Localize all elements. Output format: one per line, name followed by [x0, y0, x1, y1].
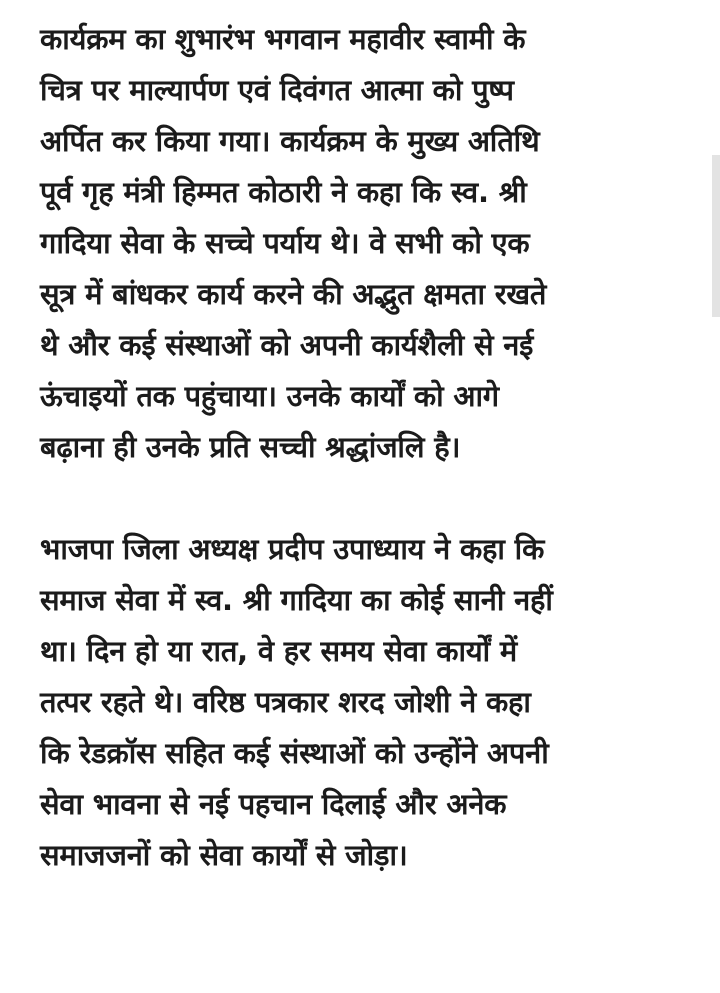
paragraph-spacer — [40, 473, 680, 524]
article-body — [40, 14, 680, 881]
text-line: था। दिन हो या रात, वे हर समय सेवा कार्यों में — [40, 634, 518, 668]
text-line: बढ़ाना ही उनके प्रति सच्ची श्रद्धांजलि है। — [40, 430, 461, 464]
paragraph-1 — [40, 14, 680, 473]
text-line: समाज सेवा में स्व. श्री गादिया का कोई सानी नहीं — [40, 583, 553, 617]
text-line: चित्र पर माल्यार्पण एवं दिवंगत आत्मा को पुष्प — [40, 73, 514, 107]
text-line: थे और कई संस्थाओं को अपनी कार्यशैली से नई — [40, 328, 534, 362]
text-line: तत्पर रहते थे। वरिष्ठ पत्रकार शरद जोशी ने कहा — [40, 685, 531, 719]
scrollbar-thumb[interactable] — [712, 155, 720, 317]
text-line: कि रेडक्रॉस सहित कई संस्थाओं को उन्होंने अपनी — [40, 736, 549, 770]
text-line: गादिया सेवा के सच्चे पर्याय थे। वे सभी को एक — [40, 226, 530, 260]
text-line: भाजपा जिला अध्यक्ष प्रदीप उपाध्याय ने कहा कि — [40, 532, 545, 566]
text-line: कार्यक्रम का शुभारंभ भगवान महावीर स्वामी के — [40, 22, 526, 56]
text-line: पूर्व गृह मंत्री हिम्मत कोठारी ने कहा कि स्व. श्री — [40, 175, 527, 209]
paragraph-2 — [40, 524, 680, 881]
text-line: सूत्र में बांधकर कार्य करने की अद्भुत क्षमता रखते — [40, 277, 547, 311]
text-line: ऊंचाइयों तक पहुंचाया। उनके कार्यों को आगे — [40, 379, 499, 413]
text-line: समाजजनों को सेवा कार्यों से जोड़ा। — [40, 838, 408, 872]
text-line: सेवा भावना से नई पहचान दिलाई और अनेक — [40, 787, 507, 821]
text-line: अर्पित कर किया गया। कार्यक्रम के मुख्य अतिथि — [40, 124, 540, 158]
